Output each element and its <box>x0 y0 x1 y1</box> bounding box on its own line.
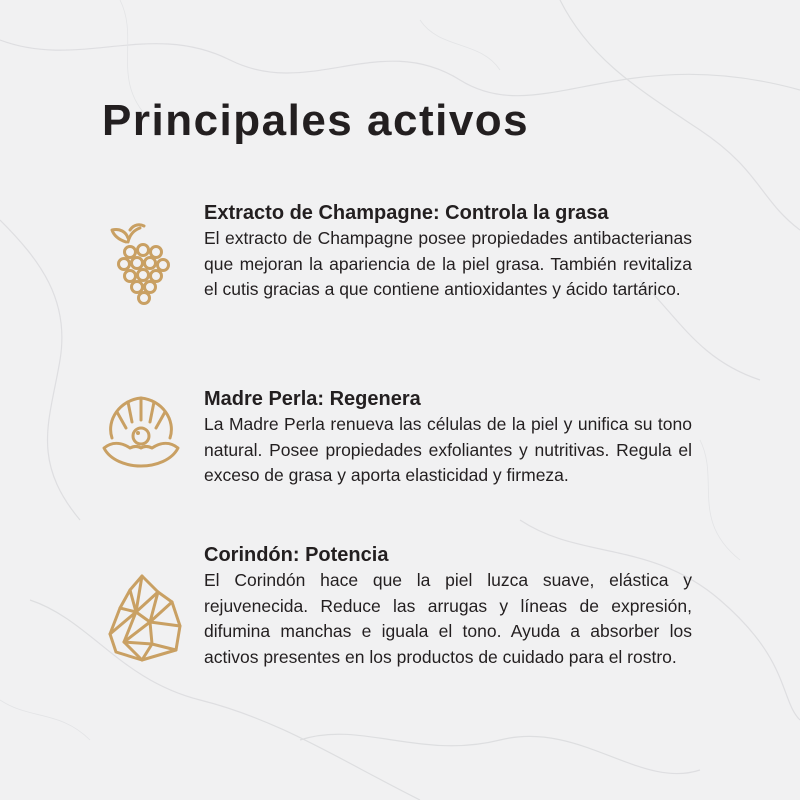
pearl-shell-icon <box>98 390 184 472</box>
ingredient-description: El Corindón hace que la piel luzca suave, elástica y rejuvenecida. Reduce las arrugas y líneas de expresión, difumina manchas e iguala el tono. Ayuda a absorber los activos presentes en los productos de cuidado para el rostro. <box>204 570 692 667</box>
page-title: Principales activos <box>102 96 530 145</box>
ingredient-description: La Madre Perla renueva las células de la piel y unifica su tono natural. Posee propiedades exfoliantes y nutritivas. Regula el exceso de grasa y aporta elasticidad y firmeza. <box>204 414 692 485</box>
grapes-icon <box>100 220 180 310</box>
ingredient-heading: Corindón: Potencia <box>204 544 389 566</box>
crystal-icon <box>102 572 186 664</box>
ingredient-heading: Madre Perla: Regenera <box>204 388 421 410</box>
ingredient-description: El extracto de Champagne posee propiedades antibacterianas que mejoran la apariencia de la piel grasa. También revitaliza el cutis gracias a que contiene antioxidantes y ácido tartárico. <box>204 228 692 299</box>
ingredient-heading: Extracto de Champagne: Controla la grasa <box>204 202 609 224</box>
